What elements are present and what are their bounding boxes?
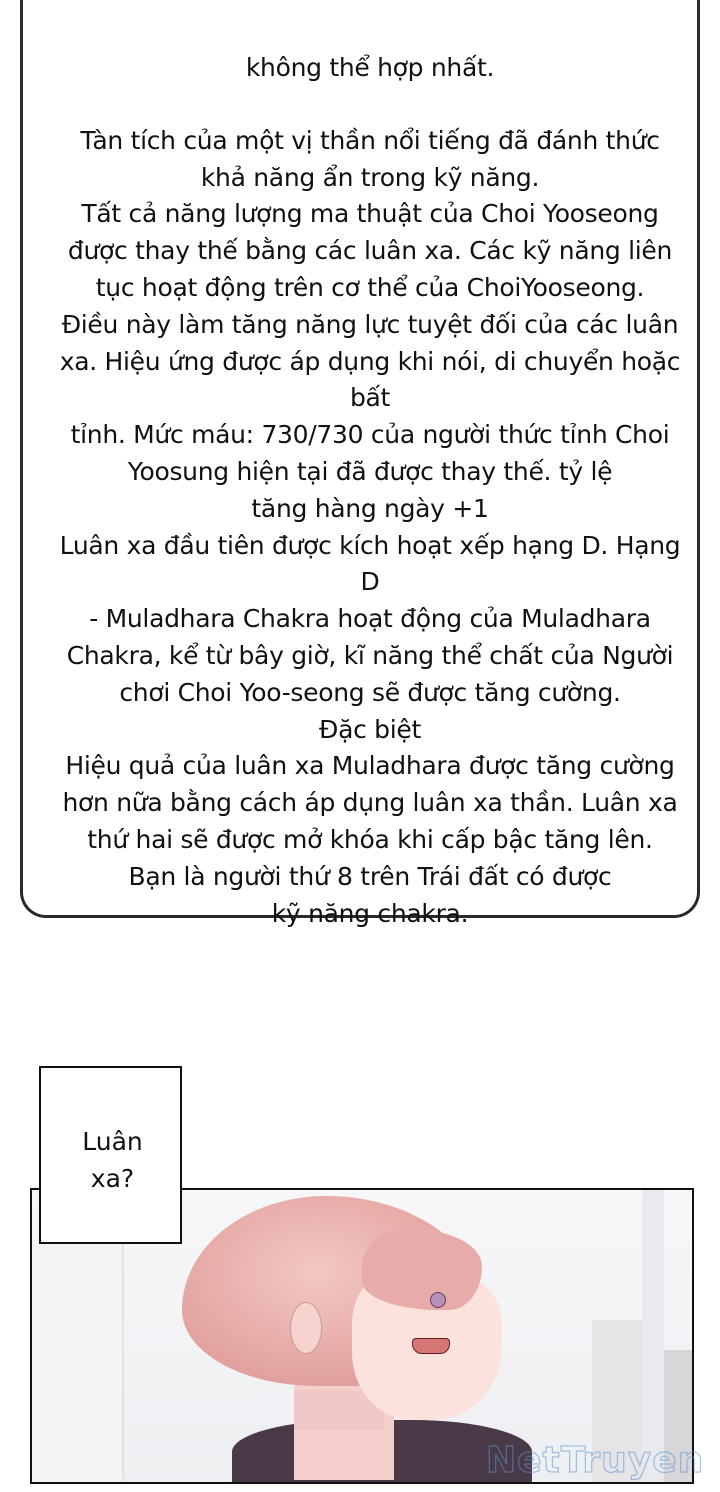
system-line: tục hoạt động trên cơ thể của ChoiYooseong. — [95, 272, 645, 302]
system-line: Chakra, kể từ bây giờ, kĩ năng thể chất của Người — [66, 640, 674, 670]
line-gap — [55, 87, 685, 123]
character-eye — [430, 1292, 446, 1308]
background-wall — [32, 1240, 124, 1484]
system-line: không thể hợp nhất. — [245, 53, 495, 82]
caption-line: xa? — [90, 1164, 135, 1193]
system-line: Đặc biệt — [319, 714, 421, 744]
system-line: kỹ năng chakra. — [271, 898, 469, 928]
system-line: tăng hàng ngày +1 — [251, 493, 489, 523]
speech-caption-box — [39, 1066, 182, 1244]
caption-line: Luân — [82, 1127, 143, 1156]
system-line: hơn nữa bằng cách áp dụng luân xa thần. Luân xa — [62, 788, 678, 818]
character-fringe — [362, 1230, 482, 1310]
system-line: Điều này làm tăng năng lực tuyệt đối của các luân — [61, 309, 679, 339]
system-line: xa. Hiệu ứng được áp dụng khi nói, di chuyển hoặc bất — [59, 346, 681, 413]
system-message-text — [55, 50, 685, 932]
system-line: Tàn tích của một vị thần nổi tiếng đã đánh thức — [80, 125, 660, 155]
system-line: được thay thế bằng các luân xa. Các kỹ năng liên — [67, 236, 673, 266]
system-line: - Muladhara Chakra hoạt động của Muladhara — [89, 604, 651, 634]
system-line: Luân xa đầu tiên được kích hoạt xếp hạng D. Hạng D — [59, 530, 681, 597]
system-line: chơi Choi Yoo-seong sẽ được tăng cường. — [119, 677, 621, 707]
character-mouth — [412, 1338, 450, 1354]
system-line: Yoosung hiện tại đã được thay thế. tỷ lệ — [127, 456, 613, 486]
system-line: Bạn là người thứ 8 trên Trái đất có được — [128, 861, 612, 891]
site-watermark: NetTruyen — [486, 1440, 705, 1481]
system-line: khả năng ẩn trong kỹ năng. — [200, 162, 540, 192]
system-line: Hiệu quả của luân xa Muladhara được tăng cường — [65, 751, 675, 781]
system-line: Tất cả năng lượng ma thuật của Choi Yooseong — [81, 199, 659, 229]
caption-text — [55, 1123, 170, 1197]
character-ear — [290, 1302, 322, 1354]
system-line: tỉnh. Mức máu: 730/730 của người thức tỉnh Choi — [70, 420, 670, 450]
system-line: thứ hai sẽ được mở khóa khi cấp bậc tăng lên. — [87, 824, 653, 854]
